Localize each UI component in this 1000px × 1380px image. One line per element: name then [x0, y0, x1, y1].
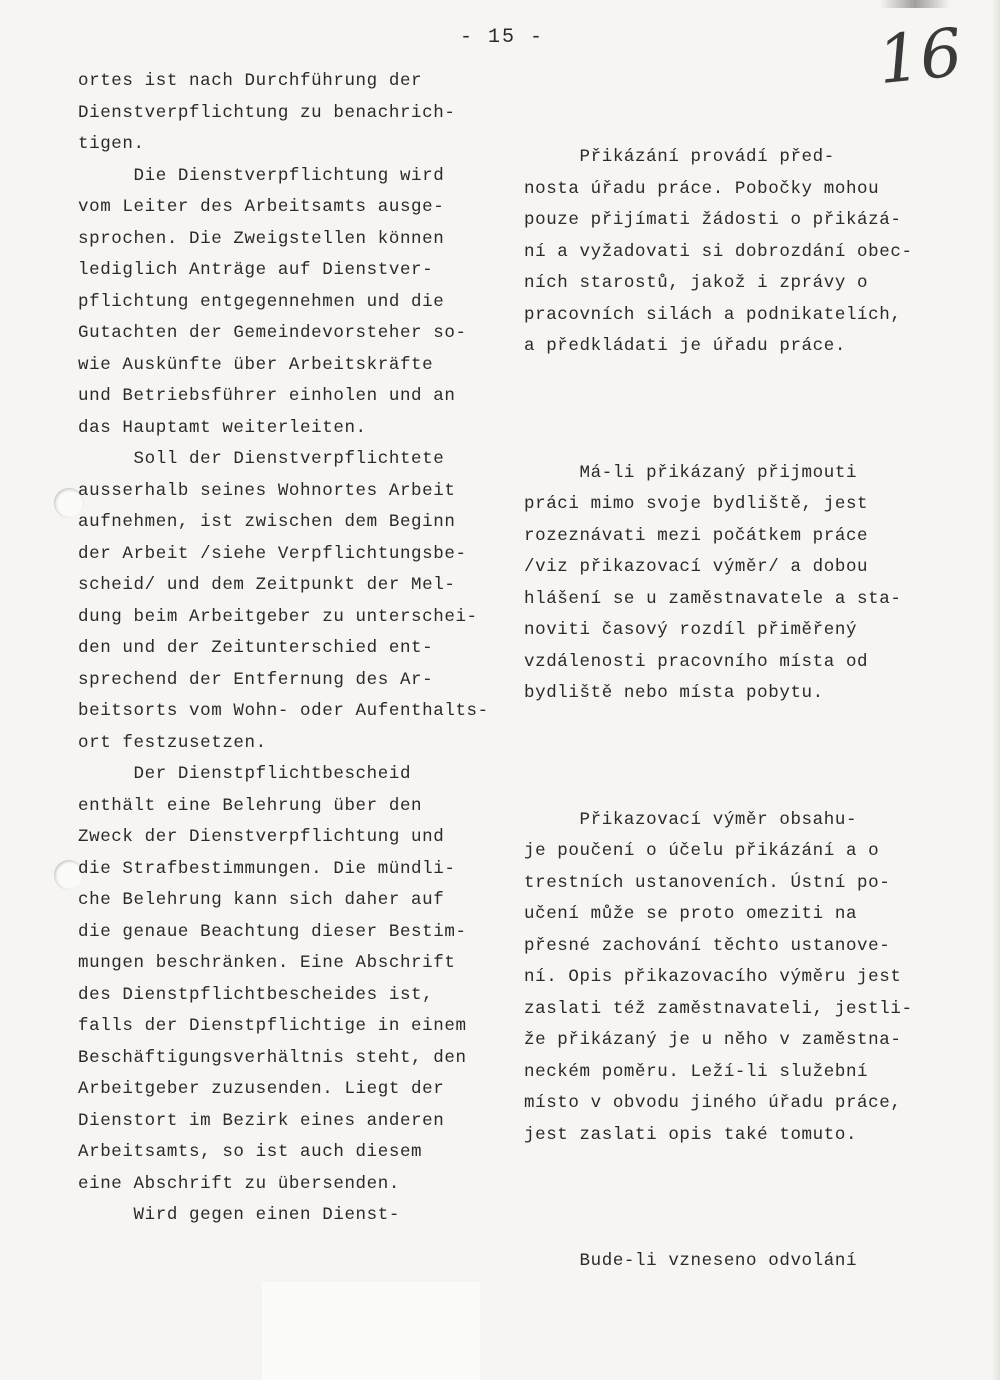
german-text-line: ausserhalb seines Wohnortes Arbeit: [78, 480, 456, 501]
german-text-line: Dienstort im Bezirk eines anderen: [78, 1110, 445, 1131]
german-text-line: mungen beschränken. Eine Abschrift: [78, 953, 456, 973]
german-text-line: Gutachten der Gemeindevorsteher so-: [78, 323, 467, 343]
german-text-line: enthält eine Belehrung über den: [78, 795, 423, 816]
paper-tab: [262, 1282, 480, 1380]
german-text-line: die genaue Beachtung dieser Bestim-: [78, 921, 467, 942]
german-text-line: und Betriebsführer einholen und an: [78, 386, 456, 406]
german-text-line: Arbeitsamts, so ist auch diesem: [78, 1142, 423, 1162]
czech-text-line: nosta úřadu práce. Pobočky mohou: [524, 178, 880, 199]
german-text-line: tigen.: [78, 134, 145, 154]
czech-text-line: přesné zachování těchto ustanove-: [524, 935, 891, 956]
german-text-line: che Belehrung kann sich daher auf: [78, 890, 445, 910]
german-text-line: ortes ist nach Durchführung der: [78, 71, 423, 91]
german-text-line: vom Leiter des Arbeitsamts ausge-: [78, 197, 445, 217]
german-text-line: wie Auskünfte über Arbeitskräfte: [78, 354, 434, 375]
czech-text-line: /viz přikazovací výměr/ a dobou: [524, 557, 869, 577]
german-text-line: Zweck der Dienstverpflichtung und: [78, 827, 445, 847]
german-text-line: Dienstverpflichtung zu benachrich-: [78, 102, 456, 123]
czech-text-line: Přikazovací výměr obsahu-: [524, 809, 858, 830]
german-text-line: die Strafbestimmungen. Die mündli-: [78, 858, 456, 879]
czech-text-line: vzdálenosti pracovního místa od: [524, 651, 869, 672]
czech-text-line: Má-li přikázaný přijmouti: [524, 462, 858, 483]
german-text-line: den und der Zeitunterschied ent-: [78, 638, 434, 658]
czech-text-line: trestních ustanoveních. Ústní po-: [524, 872, 891, 893]
czech-text-line: ních starostů, jakož i zprávy o: [524, 273, 869, 293]
czech-text-line: ní. Opis přikazovacího výměru jest: [524, 967, 902, 987]
czech-text-line: neckém poměru. Leží-li služební: [524, 1061, 869, 1082]
german-text-line: Beschäftigungsverhältnis steht, den: [78, 1047, 467, 1068]
czech-text-column: [524, 142, 913, 1278]
german-text-column: [78, 66, 489, 1232]
czech-text-line: noviti časový rozdíl přiměřený: [524, 620, 858, 640]
german-text-line: eine Abschrift zu übersenden.: [78, 1173, 400, 1194]
czech-text-line: je poučení o účelu přikázání a o: [524, 841, 880, 861]
czech-text-line: ní a vyžadovati si dobrozdání obec-: [524, 241, 913, 262]
czech-text-line: učení může se proto omeziti na: [524, 904, 858, 924]
german-text-line: sprechend der Entfernung des Ar-: [78, 669, 434, 690]
czech-text-line: Přikázání provádí před-: [524, 147, 835, 167]
czech-text-line: rozeznávati mezi počátkem práce: [524, 525, 869, 546]
german-text-line: das Hauptamt weiterleiten.: [78, 417, 367, 438]
czech-text-line: Bude-li vzneseno odvolání: [524, 1251, 858, 1271]
page-edge-shadow: [992, 0, 1000, 1380]
paragraph-gap: [524, 363, 913, 458]
german-text-line: Soll der Dienstverpflichtete: [78, 449, 445, 469]
german-text-line: scheid/ und dem Zeitpunkt der Mel-: [78, 575, 456, 595]
czech-text-line: zaslati též zaměstnavateli, jestli-: [524, 998, 913, 1019]
german-text-line: Arbeitgeber zuzusenden. Liegt der: [78, 1079, 445, 1099]
czech-text-line: práci mimo svoje bydliště, jest: [524, 494, 869, 514]
german-text-line: pflichtung entgegennehmen und die: [78, 291, 445, 312]
german-text-line: ort festzusetzen.: [78, 732, 267, 753]
czech-text-line: místo v obvodu jiného úřadu práce,: [524, 1093, 902, 1113]
german-text-line: Die Dienstverpflichtung wird: [78, 165, 445, 186]
czech-text-line: že přikázaný je u něho v zaměstna-: [524, 1030, 902, 1050]
handwritten-archive-number: 16: [874, 13, 966, 100]
czech-text-line: hlášení se u zaměstnavatele a sta-: [524, 588, 902, 609]
czech-text-line: pouze přijímati žádosti o přikázá-: [524, 210, 902, 230]
czech-text-line: pracovních silách a podnikatelích,: [524, 304, 902, 325]
german-text-line: lediglich Anträge auf Dienstver-: [78, 260, 434, 280]
czech-text-line: bydliště nebo místa pobytu.: [524, 683, 824, 703]
german-text-line: aufnehmen, ist zwischen dem Beginn: [78, 512, 456, 532]
paragraph-gap: [524, 1151, 913, 1246]
german-text-line: dung beim Arbeitgeber zu unterschei-: [78, 606, 478, 627]
czech-text-line: a předkládati je úřadu práce.: [524, 336, 846, 356]
german-text-line: falls der Dienstpflichtige in einem: [78, 1016, 467, 1036]
scan-smudge: [880, 0, 950, 8]
german-text-line: Wird gegen einen Dienst-: [78, 1205, 400, 1225]
german-text-line: des Dienstpflichtbescheides ist,: [78, 984, 434, 1005]
czech-text-line: jest zaslati opis také tomuto.: [524, 1124, 858, 1145]
german-text-line: der Arbeit /siehe Verpflichtungsbe-: [78, 543, 467, 564]
german-text-line: sprochen. Die Zweigstellen können: [78, 228, 445, 249]
german-text-line: Der Dienstpflichtbescheid: [78, 764, 412, 784]
german-text-line: beitsorts vom Wohn- oder Aufenthalts-: [78, 701, 489, 721]
page-number: - 15 -: [460, 26, 545, 49]
paragraph-gap: [524, 710, 913, 805]
